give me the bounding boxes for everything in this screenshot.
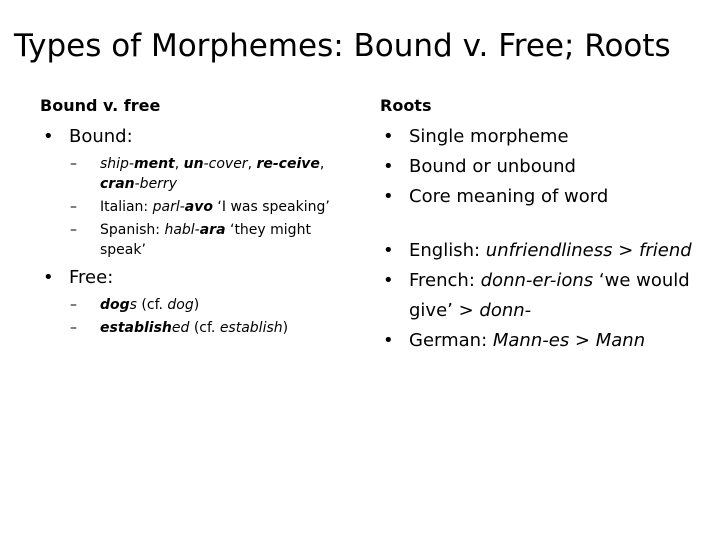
list-item: [70, 295, 340, 315]
text-segment: ara: [199, 222, 226, 238]
list-item: [70, 318, 340, 338]
text-segment: s: [129, 297, 137, 313]
dash-icon: –: [70, 297, 77, 313]
text-segment: Bound or unbound: [409, 156, 576, 177]
bullet-icon: •: [383, 270, 394, 291]
dash-icon: –: [70, 156, 77, 172]
text-segment: (cf.: [136, 297, 168, 313]
bullet-icon: •: [383, 240, 394, 261]
text-segment: donn-: [479, 300, 532, 321]
text-segment: Spanish:: [100, 222, 165, 238]
text-segment: establish: [100, 320, 172, 336]
text-segment: Italian:: [100, 199, 153, 215]
text-segment: -berry: [134, 176, 177, 192]
left-column: [40, 94, 340, 341]
text-segment: ment: [134, 156, 175, 172]
bullet-icon: •: [43, 126, 54, 147]
text-segment: dog: [167, 297, 194, 313]
text-segment: >: [569, 330, 596, 351]
text-segment: ): [282, 320, 289, 336]
text-segment: parl-: [152, 199, 185, 215]
bullet-free-label: Free:: [69, 267, 114, 288]
text-segment: >: [612, 240, 640, 261]
roots-examples-list: [380, 236, 710, 356]
free-sublist: [40, 295, 340, 338]
text-segment: ,: [247, 156, 257, 172]
text-segment: avo: [184, 199, 213, 215]
text-segment: re-ceive: [256, 156, 320, 172]
list-item: [380, 182, 710, 212]
text-segment: ‘they might speak’: [100, 222, 311, 258]
list-item: [70, 154, 340, 194]
list-item: [380, 122, 710, 152]
text-segment: donn-er-ions: [480, 270, 594, 291]
bullet-bound: [40, 122, 340, 152]
text-segment: unfriendliness: [485, 240, 613, 261]
text-segment: friend: [639, 240, 692, 261]
list-item: [380, 266, 710, 326]
text-segment: German:: [409, 330, 493, 351]
text-segment: (cf.: [189, 320, 220, 336]
text-segment: ‘we would give’ >: [409, 270, 690, 321]
right-column: [380, 94, 710, 356]
text-segment: ship-: [100, 156, 134, 172]
text-segment: Mann: [595, 330, 646, 351]
left-column-heading: Bound v. free: [40, 96, 161, 115]
text-segment: ): [193, 297, 200, 313]
list-item: [380, 236, 710, 266]
text-segment: Single morpheme: [409, 126, 569, 147]
text-segment: French:: [409, 270, 481, 291]
list-item: [70, 197, 340, 217]
text-segment: Core meaning of word: [409, 186, 609, 207]
right-column-heading: Roots: [380, 96, 432, 115]
text-segment: ed: [171, 320, 190, 336]
text-segment: cran: [100, 176, 135, 192]
slide-title: Types of Morphemes: Bound v. Free; Roots: [14, 28, 671, 64]
list-gap: [380, 212, 710, 236]
roots-list: [380, 122, 710, 212]
text-segment: Mann-es: [492, 330, 570, 351]
dash-icon: –: [70, 320, 77, 336]
text-segment: ,: [319, 156, 325, 172]
text-segment: establish: [219, 320, 283, 336]
list-item: [380, 326, 710, 356]
list-item: [380, 152, 710, 182]
text-segment: habl-: [164, 222, 200, 238]
text-segment: dog: [100, 297, 130, 313]
bullet-icon: •: [383, 126, 394, 147]
dash-icon: –: [70, 222, 77, 238]
text-segment: English:: [409, 240, 486, 261]
dash-icon: –: [70, 199, 77, 215]
text-segment: ‘I was speaking’: [212, 199, 330, 215]
bullet-icon: •: [383, 186, 394, 207]
bullet-free: [40, 263, 340, 293]
text-segment: -cover: [203, 156, 248, 172]
bullet-icon: •: [383, 330, 394, 351]
text-segment: ,: [174, 156, 184, 172]
bullet-bound-label: Bound:: [69, 126, 133, 147]
bullet-icon: •: [43, 267, 54, 288]
list-item: [70, 220, 340, 260]
text-segment: un: [183, 156, 204, 172]
bullet-icon: •: [383, 156, 394, 177]
bound-sublist: [40, 154, 340, 260]
